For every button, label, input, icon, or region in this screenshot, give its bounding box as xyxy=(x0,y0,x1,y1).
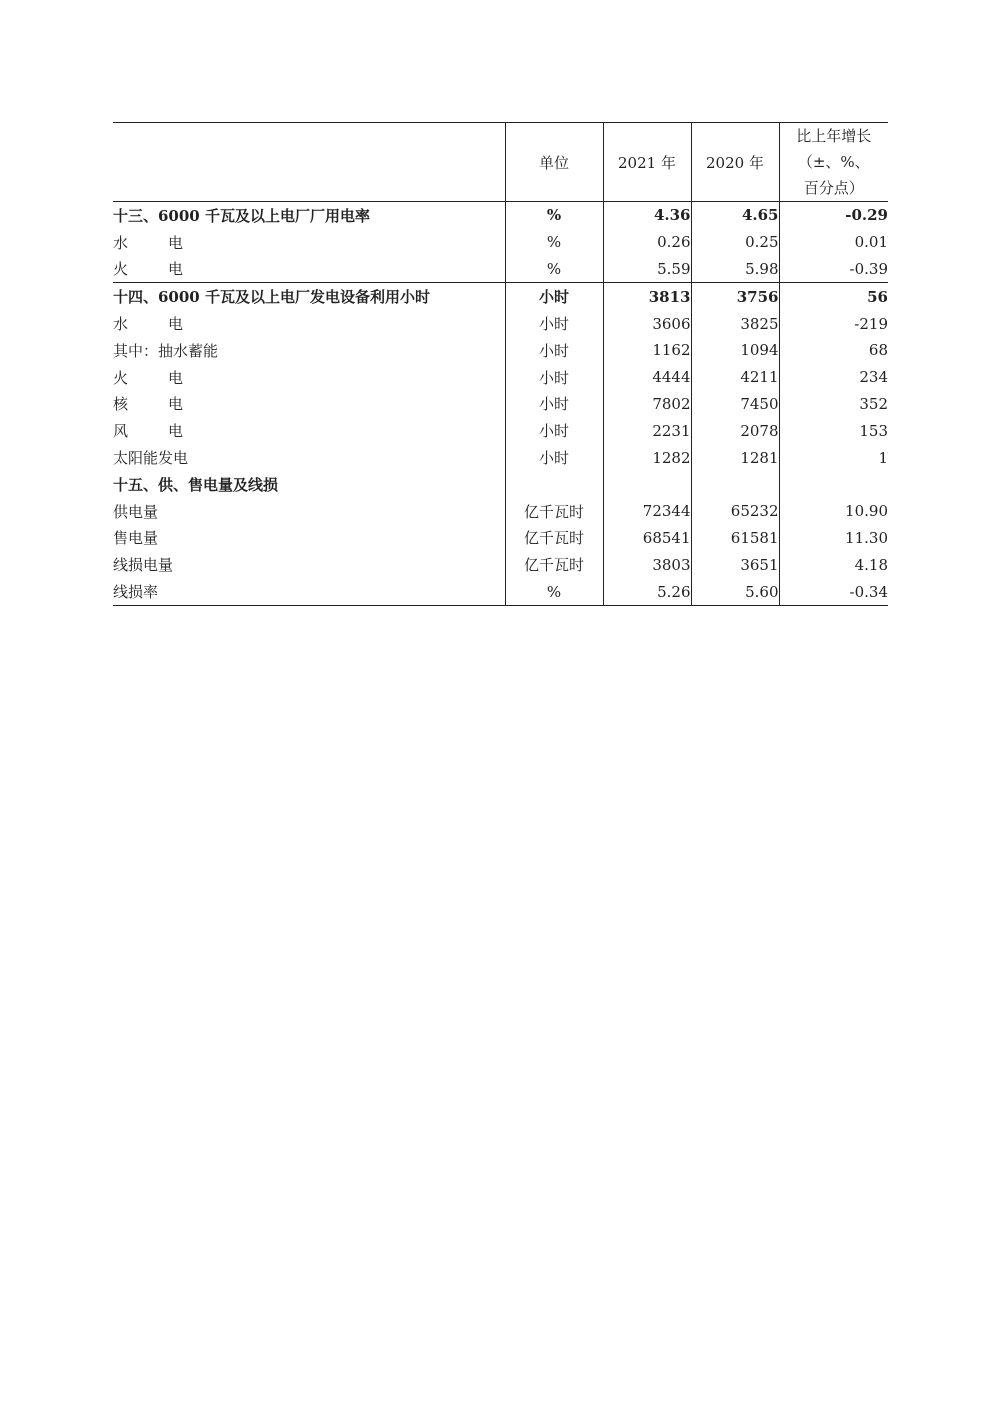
row-change: -0.29 xyxy=(779,202,888,229)
row-2020: 0.25 xyxy=(691,229,779,256)
row-change: -219 xyxy=(779,310,888,337)
row-change: 56 xyxy=(779,283,888,310)
row-2021 xyxy=(603,471,691,498)
row-unit: 亿千瓦时 xyxy=(505,525,603,552)
row-unit: 小时 xyxy=(505,337,603,364)
row-2021: 7802 xyxy=(603,391,691,418)
row-name-char-a: 火 xyxy=(113,260,129,279)
row-name-char-b: 电 xyxy=(167,422,183,441)
row-change: -0.34 xyxy=(779,578,888,605)
table-row xyxy=(113,337,888,364)
row-unit: % xyxy=(505,202,603,229)
row-2020: 3825 xyxy=(691,310,779,337)
table-row xyxy=(113,498,888,525)
header-change xyxy=(779,123,888,202)
row-unit: 小时 xyxy=(505,283,603,310)
row-unit: % xyxy=(505,229,603,256)
row-name-char-b: 电 xyxy=(167,260,183,279)
row-2021: 72344 xyxy=(603,498,691,525)
table-row xyxy=(113,310,888,337)
row-unit: 亿千瓦时 xyxy=(505,498,603,525)
row-unit: 小时 xyxy=(505,417,603,444)
table-row xyxy=(113,444,888,471)
row-2020: 3756 xyxy=(691,283,779,310)
row-change xyxy=(779,471,888,498)
row-2020: 5.98 xyxy=(691,256,779,283)
row-unit: 小时 xyxy=(505,364,603,391)
table-row xyxy=(113,417,888,444)
row-unit: % xyxy=(505,256,603,283)
row-name xyxy=(113,310,505,337)
table-row xyxy=(113,471,888,498)
row-unit: 小时 xyxy=(505,444,603,471)
row-name-char-a: 风 xyxy=(113,422,129,441)
table-header xyxy=(113,123,888,202)
row-unit: 小时 xyxy=(505,391,603,418)
row-unit: 小时 xyxy=(505,310,603,337)
row-name: 十四、6000 千瓦及以上电厂发电设备利用小时 xyxy=(113,283,505,310)
row-name: 线损率 xyxy=(113,578,505,605)
row-change: 234 xyxy=(779,364,888,391)
table-row xyxy=(113,551,888,578)
row-change: 0.01 xyxy=(779,229,888,256)
table-row xyxy=(113,229,888,256)
row-name-char-a: 核 xyxy=(113,395,129,414)
row-2021: 0.26 xyxy=(603,229,691,256)
table-row xyxy=(113,391,888,418)
row-name-char-b: 电 xyxy=(167,233,183,252)
row-name-char-b: 电 xyxy=(167,368,183,387)
row-name: 线损电量 xyxy=(113,556,174,575)
row-2020: 1094 xyxy=(691,337,779,364)
row-unit xyxy=(505,471,603,498)
row-2021: 5.26 xyxy=(603,578,691,605)
row-change: 352 xyxy=(779,391,888,418)
header-change-line2: （±、%、 xyxy=(797,153,870,171)
row-unit: 亿千瓦时 xyxy=(505,551,603,578)
row-2020 xyxy=(691,471,779,498)
row-2020: 2078 xyxy=(691,417,779,444)
row-2021: 1282 xyxy=(603,444,691,471)
row-2021: 1162 xyxy=(603,337,691,364)
header-unit-char-a: 单 xyxy=(538,153,554,172)
row-2020: 3651 xyxy=(691,551,779,578)
row-name xyxy=(113,391,505,418)
table-row xyxy=(113,364,888,391)
table-row xyxy=(113,256,888,283)
row-name-char-a: 水 xyxy=(113,315,129,334)
row-name: 十三、6000 千瓦及以上电厂厂用电率 xyxy=(113,206,370,225)
row-change: -0.39 xyxy=(779,256,888,283)
row-2020: 61581 xyxy=(691,525,779,552)
row-2020: 4.65 xyxy=(691,202,779,229)
header-unit-char-b: 位 xyxy=(554,153,570,172)
row-unit: % xyxy=(505,578,603,605)
row-2021: 68541 xyxy=(603,525,691,552)
row-2020: 7450 xyxy=(691,391,779,418)
row-name: 太阳能发电 xyxy=(113,449,189,468)
row-2020: 4211 xyxy=(691,364,779,391)
row-2021: 3813 xyxy=(603,283,691,310)
header-blank xyxy=(113,123,505,202)
row-2021: 5.59 xyxy=(603,256,691,283)
table-row xyxy=(113,283,888,310)
row-change: 11.30 xyxy=(779,525,888,552)
row-change: 68 xyxy=(779,337,888,364)
table-row xyxy=(113,578,888,605)
row-2021: 4.36 xyxy=(603,202,691,229)
row-change: 10.90 xyxy=(779,498,888,525)
header-2021: 2021 年 xyxy=(603,123,691,202)
row-2021: 3803 xyxy=(603,551,691,578)
row-2021: 4444 xyxy=(603,364,691,391)
row-name xyxy=(113,417,505,444)
header-2020: 2020 年 xyxy=(691,123,779,202)
row-name xyxy=(113,364,505,391)
row-name xyxy=(113,256,505,283)
row-change: 4.18 xyxy=(779,551,888,578)
row-2020: 65232 xyxy=(691,498,779,525)
row-name xyxy=(113,229,505,256)
row-change: 1 xyxy=(779,444,888,471)
row-name-char-b: 电 xyxy=(167,315,183,334)
row-2020: 5.60 xyxy=(691,578,779,605)
row-name-char-b: 电 xyxy=(167,395,183,414)
header-unit xyxy=(505,123,603,202)
row-name: 供电量 xyxy=(113,502,159,521)
statistics-table xyxy=(113,122,888,606)
header-change-line3: 百分点） xyxy=(803,179,864,197)
row-2020: 1281 xyxy=(691,444,779,471)
row-2021: 2231 xyxy=(603,417,691,444)
header-change-line1: 比上年增长 xyxy=(796,127,872,145)
row-name: 售电量 xyxy=(113,529,159,548)
row-name-char-a: 水 xyxy=(113,233,129,252)
table-row xyxy=(113,525,888,552)
row-name: 其中：抽水蓄能 xyxy=(113,341,219,360)
row-name: 十五、供、售电量及线损 xyxy=(113,475,279,494)
row-2021: 3606 xyxy=(603,310,691,337)
row-name-char-a: 火 xyxy=(113,368,129,387)
row-change: 153 xyxy=(779,417,888,444)
table-row xyxy=(113,202,888,229)
